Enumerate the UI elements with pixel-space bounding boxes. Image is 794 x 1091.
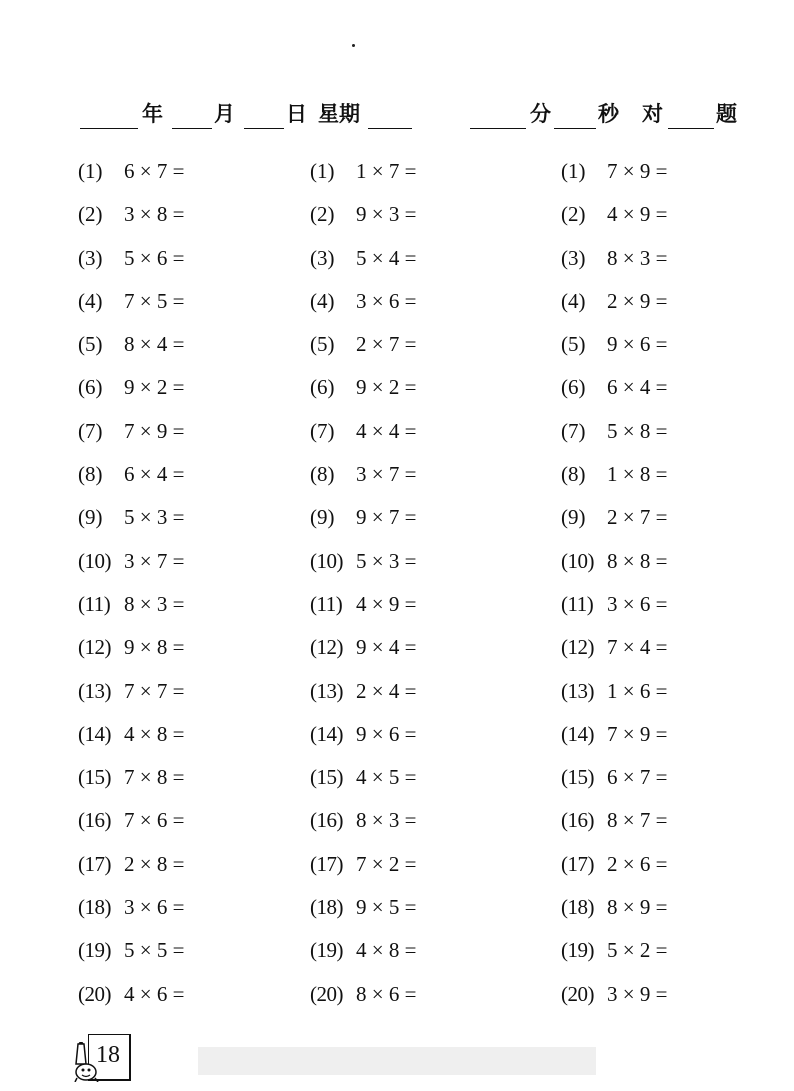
problem-number: (13) <box>310 678 343 703</box>
problem-item <box>561 540 794 583</box>
problem-expression[interactable]: 7 × 9 = <box>607 721 668 746</box>
problem-item <box>561 886 794 929</box>
problem-number: (7) <box>310 418 335 443</box>
problem-item <box>310 843 550 886</box>
problem-item <box>78 756 318 799</box>
problem-item <box>561 410 794 453</box>
problem-item <box>78 237 318 280</box>
problem-column-2 <box>310 150 550 1016</box>
weekday-label: 星期 <box>318 101 360 126</box>
problem-number: (18) <box>310 895 343 920</box>
problem-item <box>561 583 794 626</box>
problem-item <box>561 843 794 886</box>
problem-item <box>310 280 550 323</box>
problem-item <box>78 583 318 626</box>
problem-number: (15) <box>78 765 111 790</box>
problem-number: (2) <box>310 202 335 227</box>
problem-number: (10) <box>561 548 594 573</box>
problem-number: (16) <box>561 808 594 833</box>
problem-expression[interactable]: 3 × 6 = <box>356 288 417 313</box>
day-label: 日 <box>286 101 307 126</box>
problem-number: (12) <box>561 635 594 660</box>
problem-item <box>78 496 318 539</box>
problem-item <box>78 366 318 409</box>
problem-expression[interactable]: 3 × 8 = <box>124 202 185 227</box>
problem-expression[interactable]: 7 × 8 = <box>124 765 185 790</box>
problem-number: (20) <box>561 981 594 1006</box>
problem-expression[interactable]: 4 × 4 = <box>356 418 417 443</box>
problem-column-3 <box>561 150 794 1016</box>
problem-number: (5) <box>310 332 335 357</box>
correct-label: 对 <box>642 101 663 126</box>
problem-item <box>310 150 550 193</box>
year-label: 年 <box>142 101 163 126</box>
problem-number: (9) <box>310 505 335 530</box>
problem-column-1 <box>78 150 318 1016</box>
problem-expression[interactable]: 4 × 8 = <box>124 721 185 746</box>
problem-number: (10) <box>310 548 343 573</box>
problem-expression[interactable]: 1 × 8 = <box>607 462 668 487</box>
problem-item <box>561 756 794 799</box>
problem-item <box>310 583 550 626</box>
problem-expression[interactable]: 8 × 3 = <box>607 245 668 270</box>
problem-number: (18) <box>78 895 111 920</box>
problem-expression[interactable]: 2 × 9 = <box>607 288 668 313</box>
problem-number: (17) <box>310 851 343 876</box>
problem-expression[interactable]: 2 × 7 = <box>356 332 417 357</box>
problem-expression[interactable]: 3 × 6 = <box>124 895 185 920</box>
problem-item <box>310 366 550 409</box>
problem-item <box>310 670 550 713</box>
problem-expression[interactable]: 7 × 9 = <box>607 159 668 183</box>
minute-label: 分 <box>530 101 551 126</box>
problem-item <box>310 756 550 799</box>
problem-number: (4) <box>78 288 103 313</box>
problem-item <box>310 323 550 366</box>
footer-bar <box>198 1047 596 1075</box>
problem-number: (14) <box>310 721 343 746</box>
problem-number: (17) <box>561 851 594 876</box>
problem-expression[interactable]: 2 × 7 = <box>607 505 668 530</box>
problem-number: (3) <box>561 245 586 270</box>
problem-number: (4) <box>561 288 586 313</box>
problem-expression[interactable]: 4 × 9 = <box>356 591 417 616</box>
problem-item <box>561 496 794 539</box>
problem-number: (20) <box>78 981 111 1006</box>
problem-expression[interactable]: 3 × 7 = <box>356 462 417 487</box>
problem-number: (6) <box>561 375 586 400</box>
problem-item <box>310 929 550 972</box>
problem-item <box>561 193 794 236</box>
problem-number: (13) <box>561 678 594 703</box>
problem-number: (1) <box>310 159 335 183</box>
problem-number: (17) <box>78 851 111 876</box>
problem-expression[interactable]: 5 × 2 = <box>607 938 668 963</box>
problem-item <box>561 323 794 366</box>
problem-number: (9) <box>561 505 586 530</box>
problem-item <box>78 973 318 1016</box>
problem-number: (18) <box>561 895 594 920</box>
problem-expression[interactable]: 7 × 2 = <box>356 851 417 876</box>
problem-expression[interactable]: 1 × 7 = <box>356 159 417 183</box>
problem-item <box>310 453 550 496</box>
problem-expression[interactable]: 9 × 4 = <box>356 635 417 660</box>
problem-item <box>561 713 794 756</box>
problem-expression[interactable]: 8 × 3 = <box>124 591 185 616</box>
page-number: 18 <box>96 1042 120 1068</box>
problem-item <box>561 366 794 409</box>
problem-item <box>78 713 318 756</box>
problem-expression[interactable]: 4 × 5 = <box>356 765 417 790</box>
problem-number: (16) <box>78 808 111 833</box>
problem-number: (16) <box>310 808 343 833</box>
problem-number: (1) <box>561 159 586 183</box>
problem-number: (20) <box>310 981 343 1006</box>
problem-item <box>78 929 318 972</box>
problem-expression[interactable]: 3 × 9 = <box>607 981 668 1006</box>
problem-item <box>78 193 318 236</box>
problem-expression[interactable]: 5 × 6 = <box>124 245 185 270</box>
problem-expression[interactable]: 5 × 3 = <box>356 548 417 573</box>
problem-item <box>561 670 794 713</box>
problem-number: (2) <box>78 202 103 227</box>
problem-number: (8) <box>310 462 335 487</box>
problem-item <box>561 453 794 496</box>
problem-expression[interactable]: 5 × 4 = <box>356 245 417 270</box>
problem-number: (12) <box>310 635 343 660</box>
problem-number: (2) <box>561 202 586 227</box>
problem-number: (3) <box>78 245 103 270</box>
problem-item <box>78 670 318 713</box>
problem-number: (7) <box>78 418 103 443</box>
problem-item <box>310 713 550 756</box>
problem-expression[interactable]: 3 × 6 = <box>607 591 668 616</box>
problem-item <box>561 280 794 323</box>
problem-expression[interactable]: 6 × 4 = <box>124 462 185 487</box>
problem-number: (11) <box>78 591 111 616</box>
problem-item <box>78 626 318 669</box>
problem-item <box>310 540 550 583</box>
problem-item <box>310 799 550 842</box>
problem-item <box>310 410 550 453</box>
problem-expression[interactable]: 8 × 9 = <box>607 895 668 920</box>
problem-expression[interactable]: 5 × 5 = <box>124 938 185 963</box>
problem-number: (5) <box>561 332 586 357</box>
problem-expression[interactable]: 8 × 3 = <box>356 808 417 833</box>
problem-expression[interactable]: 9 × 3 = <box>356 202 417 227</box>
problem-expression[interactable]: 2 × 4 = <box>356 678 417 703</box>
problem-expression[interactable]: 8 × 4 = <box>124 332 185 357</box>
problem-number: (14) <box>561 721 594 746</box>
problem-item <box>78 453 318 496</box>
problem-expression[interactable]: 6 × 7 = <box>607 765 668 790</box>
problem-expression[interactable]: 2 × 6 = <box>607 851 668 876</box>
problem-expression[interactable]: 6 × 4 = <box>607 375 668 400</box>
problem-item <box>310 973 550 1016</box>
problem-expression[interactable]: 1 × 6 = <box>607 678 668 703</box>
month-label: 月 <box>214 101 235 126</box>
problem-item <box>78 540 318 583</box>
problem-number: (12) <box>78 635 111 660</box>
problem-expression[interactable]: 9 × 2 = <box>124 375 185 400</box>
problem-number: (7) <box>561 418 586 443</box>
problem-expression[interactable]: 7 × 5 = <box>124 288 185 313</box>
pencil-mascot-icon <box>74 1042 104 1082</box>
problem-expression[interactable]: 4 × 8 = <box>356 938 417 963</box>
problem-item <box>561 626 794 669</box>
problem-item <box>78 799 318 842</box>
problem-expression[interactable]: 9 × 5 = <box>356 895 417 920</box>
problem-number: (15) <box>310 765 343 790</box>
problem-expression[interactable]: 8 × 8 = <box>607 548 668 573</box>
problem-item <box>561 929 794 972</box>
problem-expression[interactable]: 8 × 7 = <box>607 808 668 833</box>
problem-item <box>310 886 550 929</box>
page-number-badge <box>74 1034 128 1080</box>
problem-number: (8) <box>561 462 586 487</box>
problem-number: (3) <box>310 245 335 270</box>
problem-expression[interactable]: 2 × 8 = <box>124 851 185 876</box>
problem-item <box>78 886 318 929</box>
problem-number: (19) <box>310 938 343 963</box>
problem-item <box>310 496 550 539</box>
problem-number: (4) <box>310 288 335 313</box>
problem-number: (15) <box>561 765 594 790</box>
problem-number: (6) <box>310 375 335 400</box>
problem-number: (5) <box>78 332 103 357</box>
problem-number: (11) <box>310 591 343 616</box>
questions-label: 题 <box>716 101 737 126</box>
problem-item <box>561 150 794 193</box>
problem-item <box>78 843 318 886</box>
problem-item <box>561 799 794 842</box>
problem-item <box>561 973 794 1016</box>
problem-expression[interactable]: 9 × 6 = <box>607 332 668 357</box>
problem-expression[interactable]: 7 × 6 = <box>124 808 185 833</box>
problem-item <box>310 626 550 669</box>
problem-number: (19) <box>561 938 594 963</box>
problem-item <box>78 323 318 366</box>
problem-number: (6) <box>78 375 103 400</box>
problem-expression[interactable]: 7 × 4 = <box>607 635 668 660</box>
problem-number: (10) <box>78 548 111 573</box>
problem-number: (13) <box>78 678 111 703</box>
problem-item <box>561 237 794 280</box>
problem-expression[interactable]: 3 × 7 = <box>124 548 185 573</box>
problem-expression[interactable]: 9 × 7 = <box>356 505 417 530</box>
problem-expression[interactable]: 4 × 9 = <box>607 202 668 227</box>
problem-number: (9) <box>78 505 103 530</box>
problem-expression[interactable]: 6 × 7 = <box>124 159 185 183</box>
problem-expression[interactable]: 7 × 9 = <box>124 418 185 443</box>
problem-expression[interactable]: 9 × 8 = <box>124 635 185 660</box>
problem-item <box>78 280 318 323</box>
problem-item <box>310 237 550 280</box>
problem-expression[interactable]: 5 × 3 = <box>124 505 185 530</box>
problem-number: (19) <box>78 938 111 963</box>
problem-number: (8) <box>78 462 103 487</box>
problem-expression[interactable]: 7 × 7 = <box>124 678 185 703</box>
problem-expression[interactable]: 4 × 6 = <box>124 981 185 1006</box>
problem-expression[interactable]: 5 × 8 = <box>607 418 668 443</box>
problem-number: (1) <box>78 159 103 183</box>
problem-expression[interactable]: 9 × 6 = <box>356 721 417 746</box>
problem-item <box>78 410 318 453</box>
problem-item <box>78 150 318 193</box>
problem-expression[interactable]: 8 × 6 = <box>356 981 417 1006</box>
problem-item <box>310 193 550 236</box>
problem-number: (11) <box>561 591 594 616</box>
second-label: 秒 <box>598 101 619 126</box>
problem-number: (14) <box>78 721 111 746</box>
problem-expression[interactable]: 9 × 2 = <box>356 375 417 400</box>
